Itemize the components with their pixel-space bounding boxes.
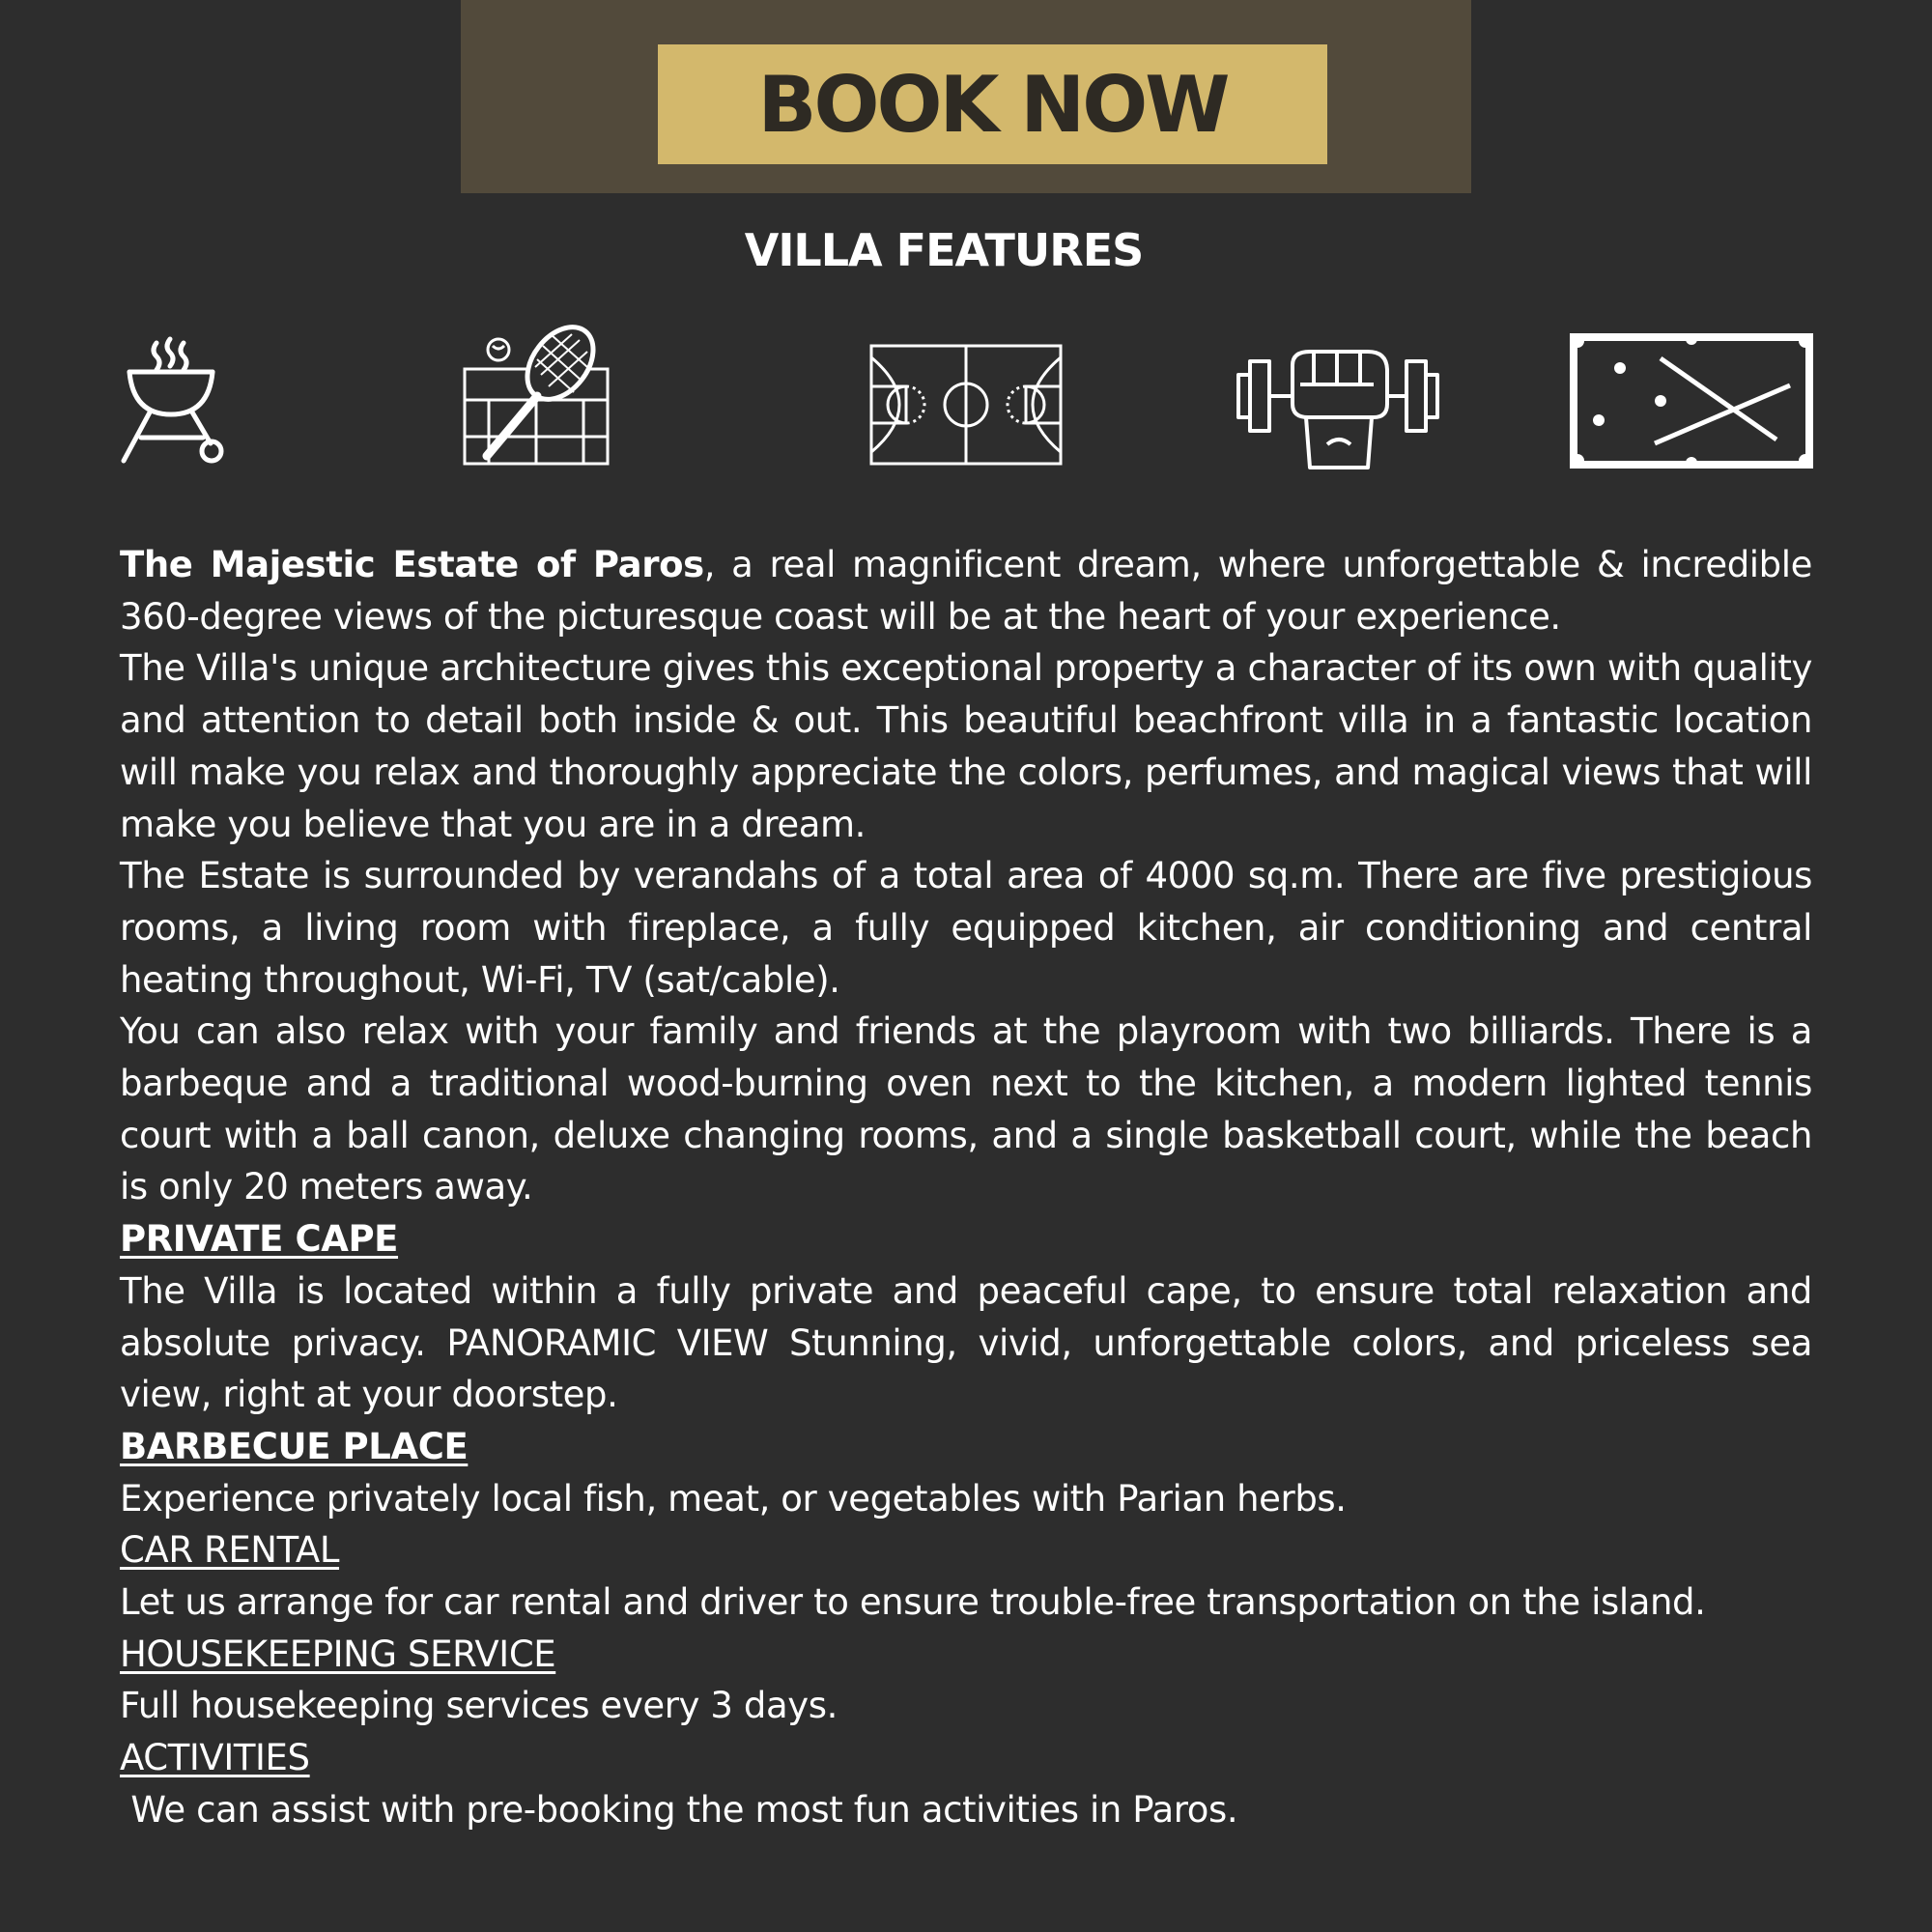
basketball-court-icon [869, 344, 1063, 466]
dumbbell-icon [1236, 338, 1439, 473]
barbecue-place-text: Experience privately local fish, meat, or vegetables with Parian herbs. [120, 1477, 1347, 1520]
book-now-band [461, 0, 1471, 193]
car-rental-text: Let us arrange for car rental and driver to ensure trouble-free transportation on the island. [120, 1581, 1706, 1624]
amenities-paragraph: You can also relax with your family and friends at the playroom with two billiards. There is a barbeque and a traditional wood-burning oven next to the kitchen, a modern lighted tennis court with a ball canon, deluxe changing rooms, and a single basketball court, while the beach is only 20 meters away. [120, 1010, 1812, 1208]
description [120, 539, 1812, 1836]
housekeeping-text: Full housekeeping services every 3 days. [120, 1685, 838, 1727]
housekeeping-heading: HOUSEKEEPING SERVICE [120, 1633, 556, 1675]
intro-paragraph [120, 539, 1812, 642]
private-cape-text: The Villa is located within a fully private and peaceful cape, to ensure total relaxation and absolute privacy. PANORAMIC VIEW Stunning, vivid, unforgettable colors, and priceless sea view, right at your doorstep. [120, 1269, 1812, 1416]
book-now-button[interactable]: BOOK NOW [658, 44, 1327, 164]
activities-heading: ACTIVITIES [120, 1737, 310, 1779]
car-rental-heading: CAR RENTAL [120, 1529, 340, 1572]
estate-paragraph: The Estate is surrounded by verandahs of a total area of 4000 sq.m. There are five prestigious rooms, a living room with fireplace, a fully equipped kitchen, air conditioning and central heating throughout, Wi-Fi, TV (sat/cable). [120, 855, 1812, 1001]
architecture-paragraph: The Villa's unique architecture gives this exceptional property a character of its own with quality and attention to detail both inside & out. This beautiful beachfront villa in a fantastic location will make you relax and thoroughly appreciate the colors, perfumes, and magical views that will make you believe that you are in a dream. [120, 647, 1812, 845]
barbecue-icon [116, 333, 232, 469]
activities-text: We can assist with pre-booking the most fun activities in Paros. [120, 1788, 1238, 1831]
billiards-icon [1570, 333, 1813, 469]
intro-text: , a real magnificent dream, where unforgettable & incredible 360-degree views of the picturesque coast will be at the heart of your experience. [120, 544, 1812, 638]
estate-name: The Majestic Estate of Paros [120, 544, 704, 585]
private-cape-heading: PRIVATE CAPE [120, 1218, 399, 1261]
tennis-icon [462, 321, 612, 468]
villa-features-title: VILLA FEATURES [744, 224, 1144, 276]
barbecue-place-heading: BARBECUE PLACE [120, 1425, 469, 1467]
